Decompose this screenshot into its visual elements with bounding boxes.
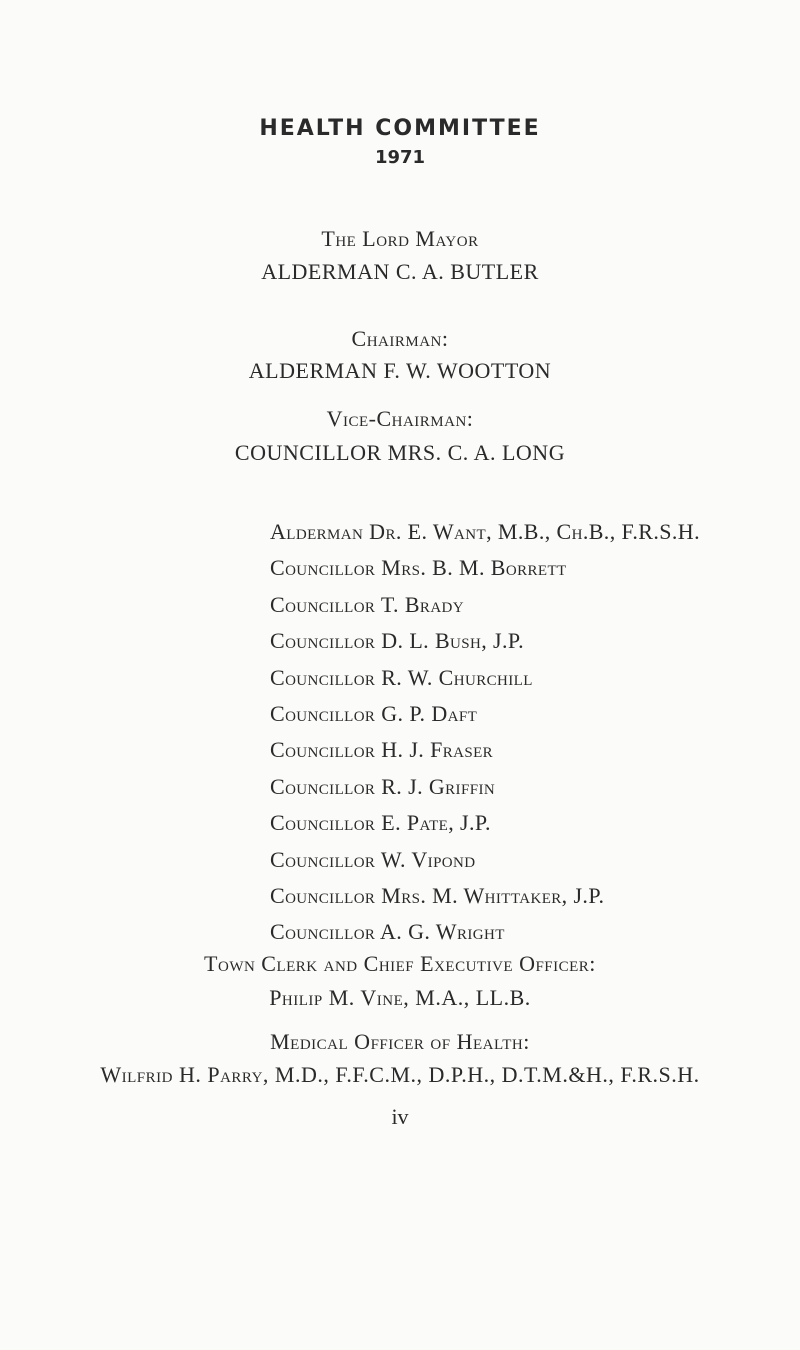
member-item: Councillor Mrs. M. Whittaker, J.P. [270, 882, 605, 908]
member-item: Councillor E. Pate, J.P. [270, 810, 491, 836]
member-item: Councillor R. J. Griffin [270, 773, 496, 799]
vice-chairman-name: COUNCILLOR MRS. C. A. LONG [234, 440, 566, 465]
lord-mayor-label: The Lord Mayor [321, 226, 479, 251]
member-item: Councillor R. W. Churchill [270, 664, 533, 690]
member-item: Councillor H. J. Fraser [270, 737, 494, 763]
member-item: Councillor T. Brady [270, 591, 465, 617]
member-item: Alderman Dr. E. Want, M.B., Ch.B., F.R.S.H. [270, 519, 700, 544]
vice-chairman-label: Vice-Chairman: [326, 406, 474, 431]
town-clerk-name: Philip M. Vine, M.A., LL.B. [269, 985, 531, 1010]
medical-officer-name: Wilfrid H. Parry, M.D., F.F.C.M., D.P.H., D.T.M.&H., F.R.S.H. [100, 1062, 700, 1087]
page-number: iv [391, 1104, 409, 1129]
member-item: Councillor W. Vipond [270, 846, 476, 872]
chairman-label: Chairman: [351, 326, 449, 351]
chairman-name: ALDERMAN F. W. WOOTTON [248, 358, 552, 383]
committee-year: 1971 [374, 147, 426, 168]
lord-mayor-name: ALDERMAN C. A. BUTLER [261, 259, 539, 284]
medical-officer-label: Medical Officer of Health: [270, 1029, 530, 1054]
committee-title: HEALTH COMMITTEE [259, 116, 541, 141]
member-item: Councillor G. P. Daft [270, 700, 478, 726]
member-item: Councillor D. L. Bush, J.P. [270, 628, 524, 654]
members-list [270, 514, 700, 951]
member-item: Councillor Mrs. B. M. Borrett [270, 555, 567, 581]
town-clerk-label: Town Clerk and Chief Executive Officer: [204, 951, 596, 976]
member-item: Councillor A. G. Wright [270, 919, 505, 945]
